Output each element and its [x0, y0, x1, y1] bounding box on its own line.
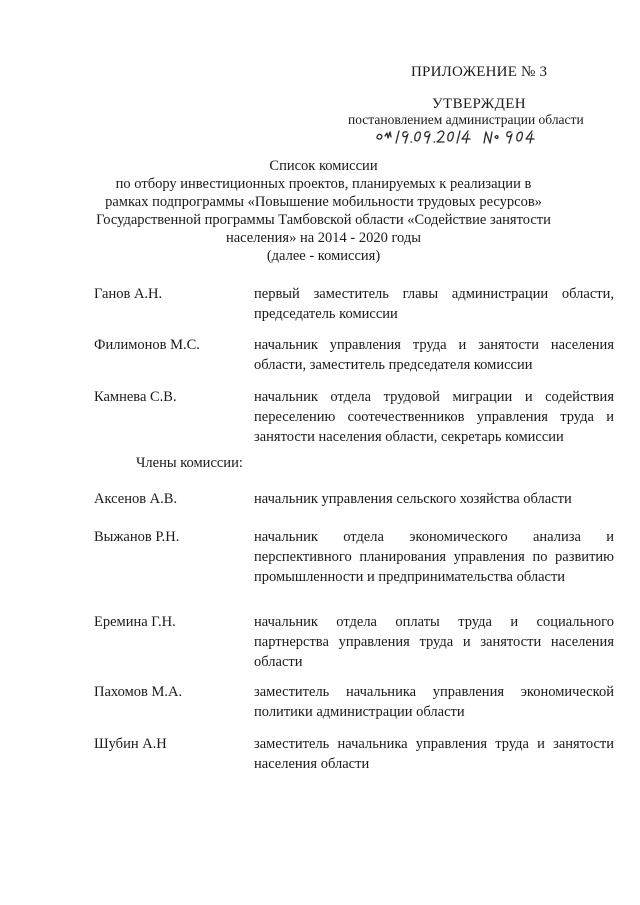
person-name: Шубин А.Н — [94, 736, 167, 752]
handwritten-date-signature — [374, 122, 544, 146]
list-title — [96, 157, 551, 265]
person-role: начальник отдела оплаты труда и социального партнерства управления труда и занятости населения области — [254, 614, 614, 670]
person-name: Камнева С.В. — [94, 389, 177, 405]
person-role: первый заместитель главы администрации области, председатель комиссии — [254, 286, 614, 322]
person-role: начальник управления сельского хозяйства области — [254, 491, 572, 507]
members-heading: Члены комиссии: — [136, 455, 243, 471]
person-name: Еремина Г.Н. — [94, 614, 176, 630]
person-role: заместитель начальника управления экономической политики администрации области — [254, 684, 614, 720]
person-name: Ганов А.Н. — [94, 286, 163, 302]
person-role: заместитель начальника управления труда и занятости населения области — [254, 736, 614, 772]
person-name: Аксенов А.В. — [94, 491, 178, 507]
person-role: начальник отдела трудовой миграции и содействия переселению соотечественников управления труда и занятости населения области, секретарь комиссии — [254, 389, 614, 445]
list-title-line: населения» на 2014 - 2020 годы — [225, 230, 422, 246]
person-name: Филимонов М.С. — [94, 337, 200, 353]
person-role: начальник управления труда и занятости населения области, заместитель председателя комиссии — [254, 337, 614, 373]
approved-by-text: постановлением администрации области — [348, 112, 584, 127]
person-name: Выжанов Р.Н. — [94, 529, 180, 545]
list-title-line: Список комиссии — [269, 158, 378, 174]
list-title-line: рамках подпрограммы «Повышение мобильности трудовых ресурсов» — [105, 194, 542, 210]
appendix-number: ПРИЛОЖЕНИЕ № 3 — [411, 64, 548, 80]
person-name: Пахомов М.А. — [94, 684, 183, 700]
person-role: начальник отдела экономического анализа и перспективного планирования управления по развитию промышленности и предпринимательства области — [254, 529, 614, 585]
list-title-line: (далее - комиссия) — [266, 248, 381, 264]
list-title-line: Государственной программы Тамбовской области «Содействие занятости — [96, 212, 551, 228]
approved-label: УТВЕРЖДЕН — [432, 96, 527, 112]
list-title-line: по отбору инвестиционных проектов, планируемых к реализации в — [115, 176, 532, 192]
